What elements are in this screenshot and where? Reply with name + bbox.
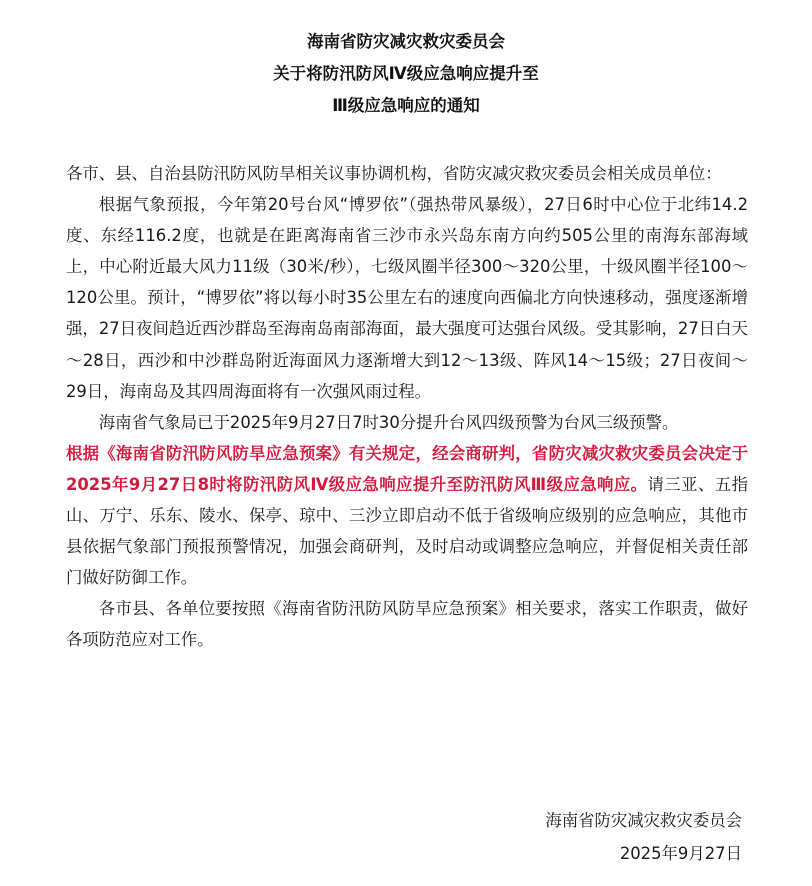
document-title (0, 26, 812, 122)
signature-block (545, 804, 742, 870)
paragraph-requirements: 各市县、各单位要按照《海南省防汛防风防旱应急预案》相关要求，落实工作职责，做好各项防范应对工作。 (66, 599, 748, 650)
salutation: 各市、县、自治县防汛防风防旱相关议事协调机构，省防灾减灾救灾委员会相关成员单位： (66, 164, 722, 183)
paragraph-forecast: 根据气象预报，今年第20号台风“博罗依”（强热带风暴级），27日6时中心位于北纬14.2度、东经116.2度，也就是在距离海南省三沙市永兴岛东南方向约505公里的南海东部海域上，中心附近最大风力11级（30米/秒），七级风圈半径300～320公里，十级风圈半径100～120公里。预计，“博罗依”将以每小时35公里左右的速度向西偏北方向快速移动，强度逐渐增强，27日夜间趋近西沙群岛至海南岛南部海面，最大强度可达强台风级。受其影响，27日白天～28日，西沙和中沙群岛附近海面风力逐渐增大到12～13级、阵风14～15级；27日夜间～29日，海南岛及其四周海面将有一次强风雨过程。 (66, 195, 748, 401)
title-subject-line-1: 关于将防汛防风Ⅳ级应急响应提升至 (273, 64, 539, 83)
paragraph-response-decision (66, 438, 748, 593)
highlighted-decision: 根据《海南省防汛防风防旱应急预案》有关规定，经会商研判，省防灾减灾救灾委员会决定于2025年9月27日8时将防汛防风Ⅳ级应急响应提升至防汛防风Ⅲ级应急响应。 (66, 443, 748, 494)
title-subject-line-2: Ⅲ级应急响应的通知 (332, 96, 480, 115)
paragraph-warning-upgrade: 海南省气象局已于2025年9月27日7时30分提升台风四级预警为台风三级预警。 (98, 412, 679, 432)
signature-issuer: 海南省防灾减灾救灾委员会 (545, 811, 742, 830)
signature-date: 2025年9月27日 (619, 844, 742, 863)
paragraph-response-instructions: 请三亚、五指山、万宁、乐东、陵水、保亭、琼中、三沙立即启动不低于省级响应级别的应急响应，其他市县依据气象部门预报预警情况，加强会商研判，及时启动或调整应急响应，并督促相关责任部门做好防御工作。 (66, 474, 748, 588)
title-issuer: 海南省防灾减灾救灾委员会 (307, 32, 505, 51)
document-body (66, 158, 748, 656)
